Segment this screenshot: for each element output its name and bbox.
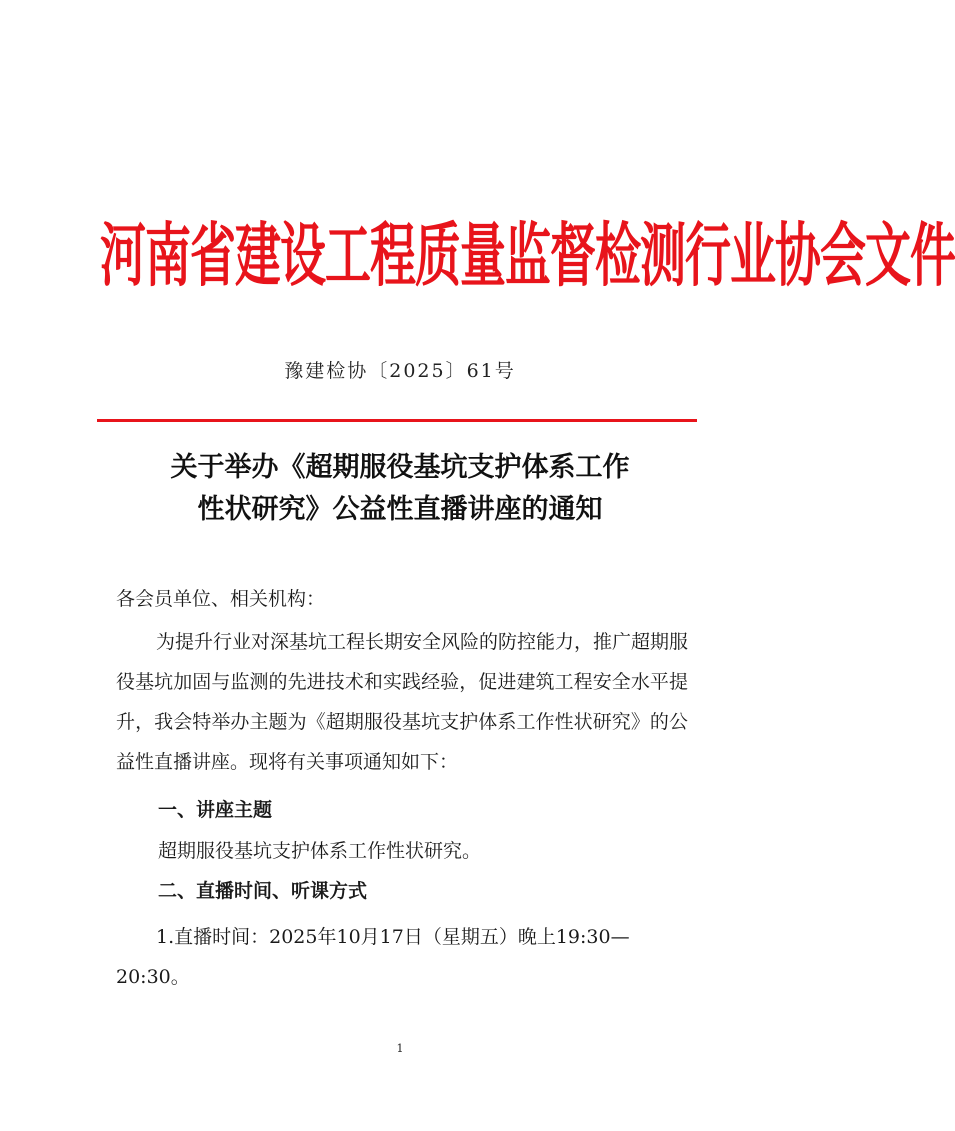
org-header-title: 河南省建设工程质量监督检测行业协会文件 xyxy=(100,214,955,296)
intro-text: 为提升行业对深基坑工程长期安全风险的防控能力，推广超期服役基坑加固与监测的先进技术和实践经验，促进建筑工程安全水平提升，我会特举办主题为《超期服役基坑支护体系工作性状研究》的公益性直播讲座。现将有关事项通知如下： xyxy=(116,631,689,773)
notice-title-line-2: 性状研究》公益性直播讲座的通知 xyxy=(197,494,603,525)
section-2-item-1 xyxy=(116,917,688,997)
section-1-text: 超期服役基坑支护体系工作性状研究。 xyxy=(158,840,482,862)
notice-title xyxy=(100,447,700,531)
notice-title-line-1: 关于举办《超期服役基坑支护体系工作 xyxy=(170,452,630,483)
section-2-heading: 二、直播时间、听课方式 xyxy=(158,880,368,902)
red-divider-line xyxy=(97,419,697,422)
intro-paragraph xyxy=(116,622,688,782)
document-number: 豫建检协〔2025〕61号 xyxy=(284,360,516,382)
broadcast-time-text: 1.直播时间：2025年10月17日（星期五）晚上19:30—20:30。 xyxy=(116,926,630,988)
page-number: 1 xyxy=(396,1042,404,1055)
section-1-heading: 一、讲座主题 xyxy=(158,799,273,821)
salutation: 各会员单位、相关机构： xyxy=(116,588,326,610)
